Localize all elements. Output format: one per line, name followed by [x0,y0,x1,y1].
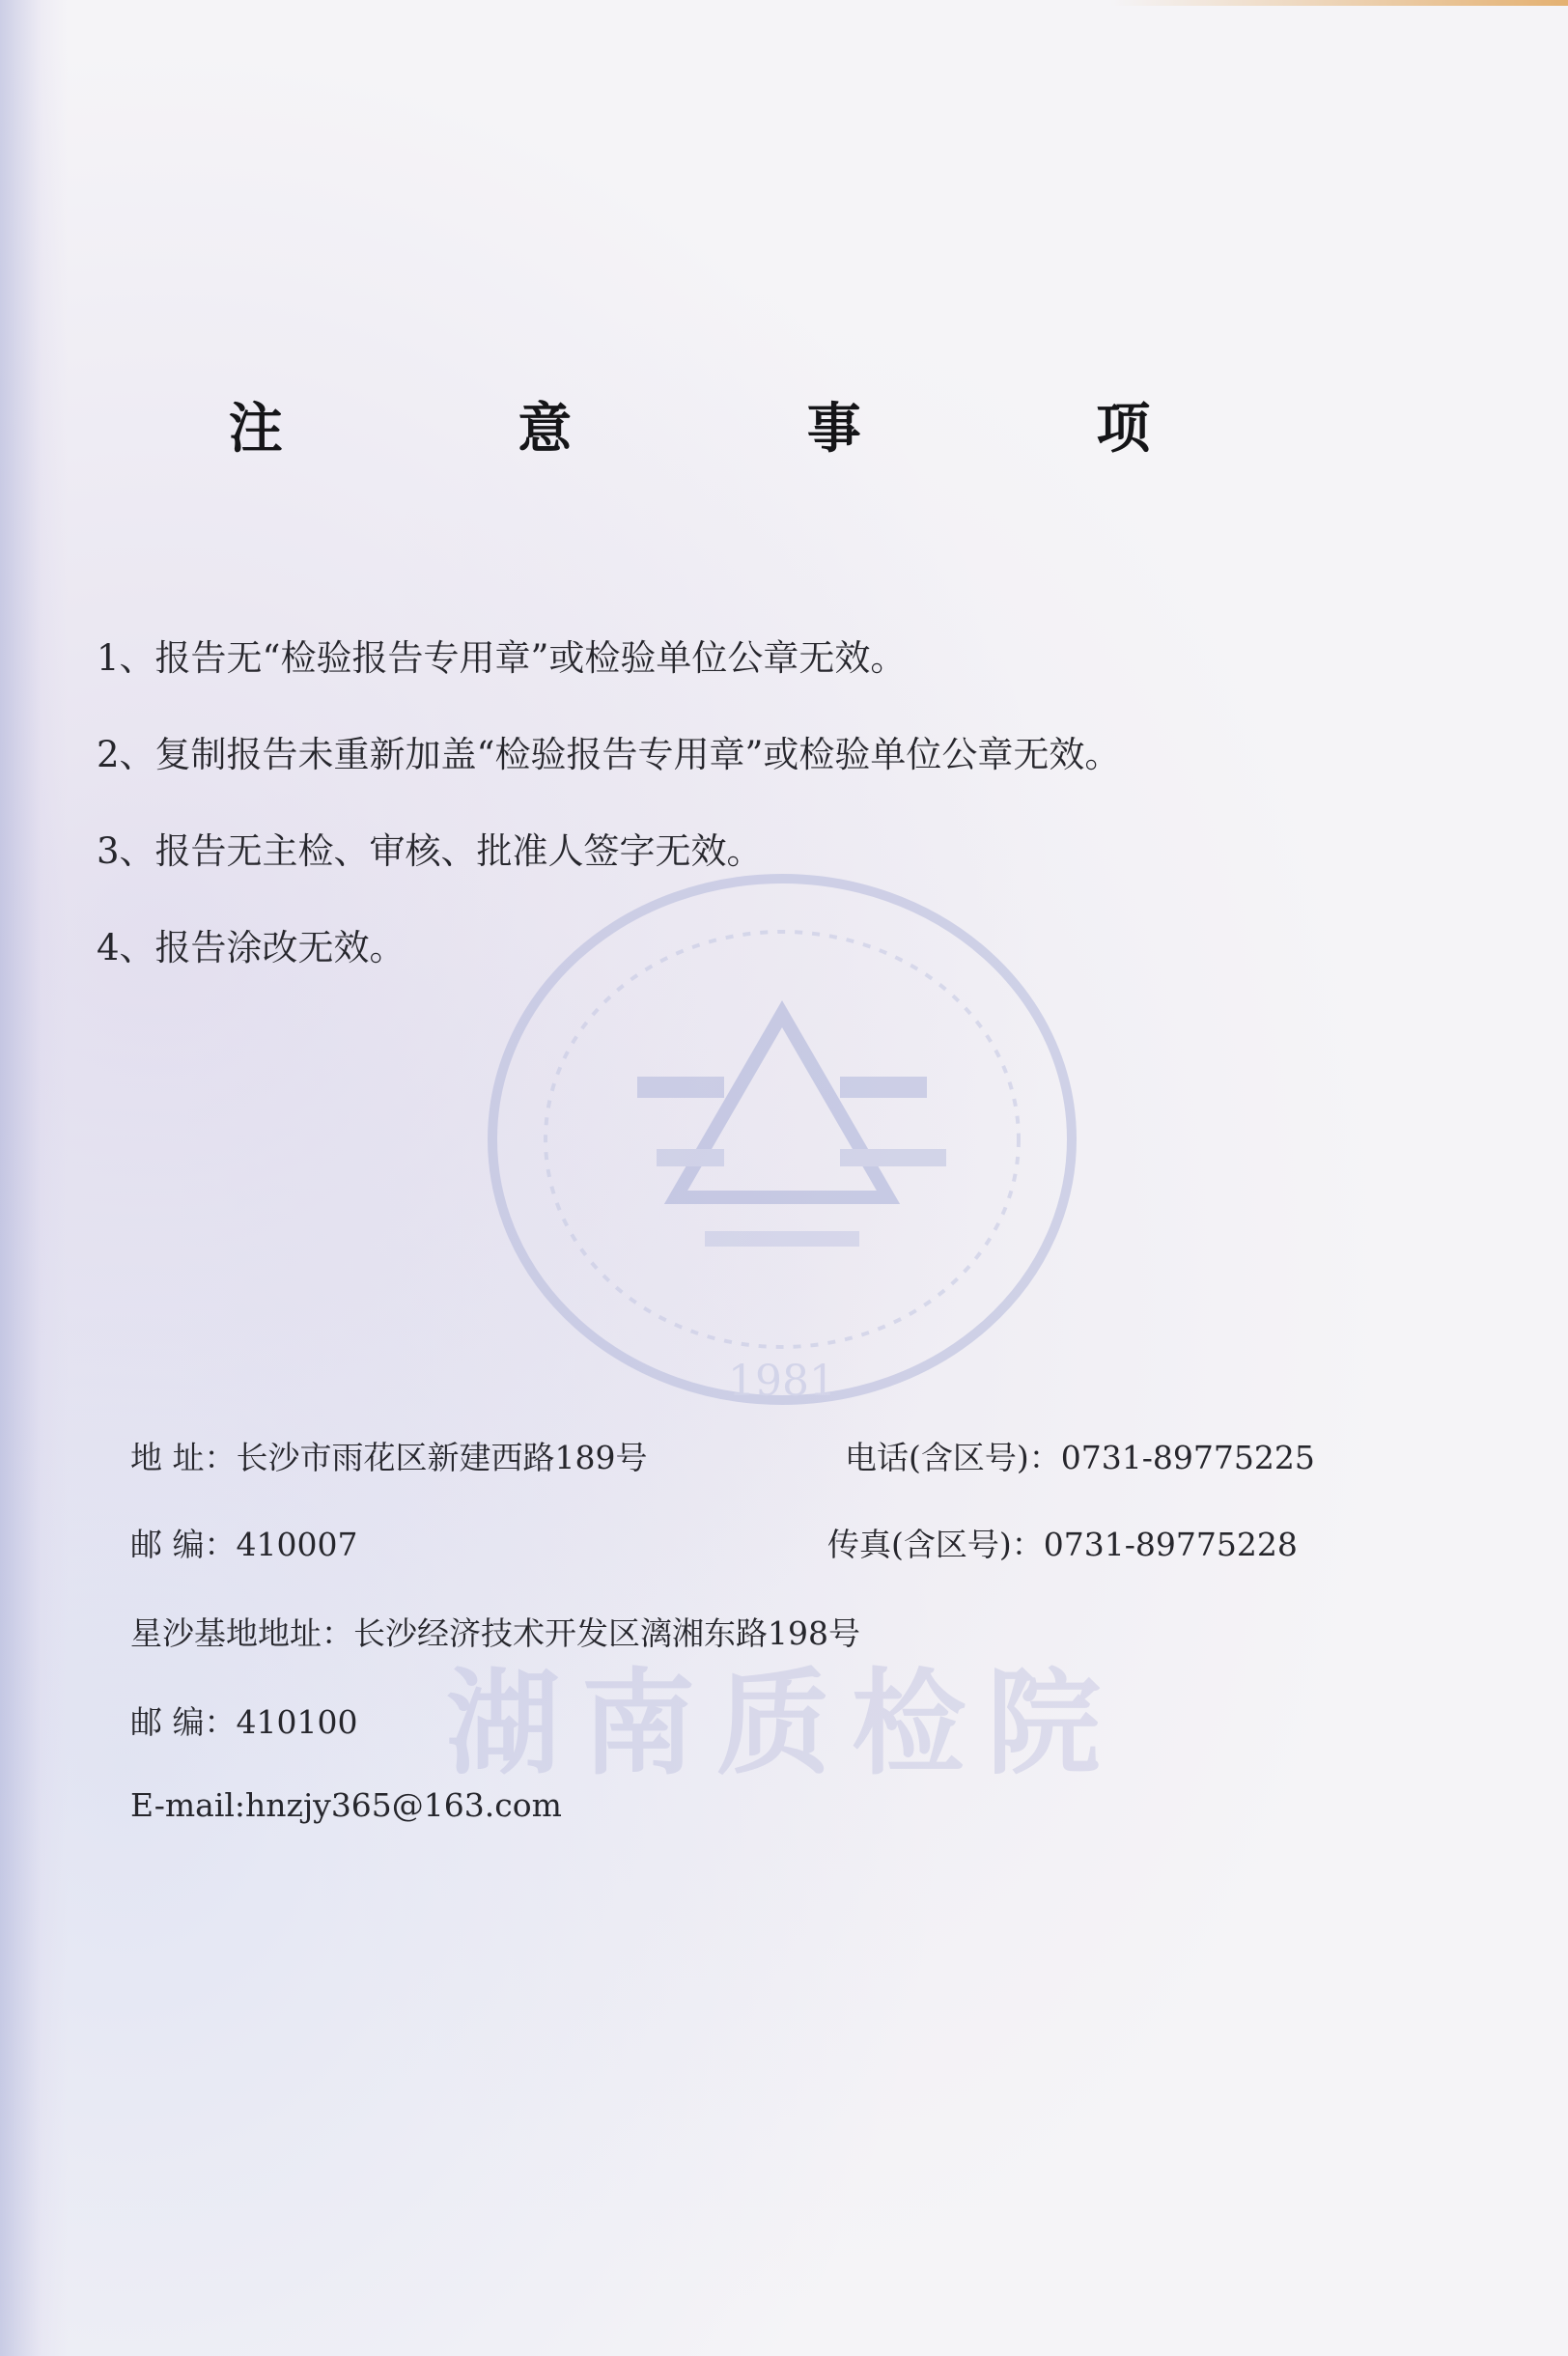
xingsha-address-text: 星沙基地地址：长沙经济技术开发区漓湘东路198号 [130,1614,860,1652]
fax-text: 传真(含区号)：0731-89775228 [827,1526,1298,1563]
address-text: 地 址：长沙市雨花区新建西路189号 [130,1439,648,1476]
notice-list [97,610,1506,996]
page-title: 注 意 事 项 [228,397,1259,461]
address-row [130,1433,1501,1478]
xingsha-address-row [130,1609,1501,1654]
top-edge-tint [1110,0,1568,6]
notice-item-3: 3、报告无主检、审核、批准人签字无效。 [97,830,763,872]
notice-item-4: 4、报告涂改无效。 [97,927,406,968]
seal-year: 1981 [728,1357,836,1406]
notice-item-1: 1、报告无“检验报告专用章”或检验单位公章无效。 [97,637,907,679]
xingsha-postcode-text: 邮 编：410100 [130,1703,358,1741]
postcode-text: 邮 编：410007 [130,1526,358,1563]
xingsha-postcode-row [130,1697,1501,1743]
postcode-row [130,1520,1501,1565]
email-row [130,1786,1501,1824]
email-text: E-mail:hnzjy365@163.com [130,1786,562,1824]
notice-item-2: 2、复制报告未重新加盖“检验报告专用章”或检验单位公章无效。 [97,734,1121,775]
phone-text: 电话(含区号)：0731-89775225 [845,1439,1315,1476]
watermark-text: 湖南质检院 [445,1657,1122,1790]
left-edge-tint [0,0,68,2356]
